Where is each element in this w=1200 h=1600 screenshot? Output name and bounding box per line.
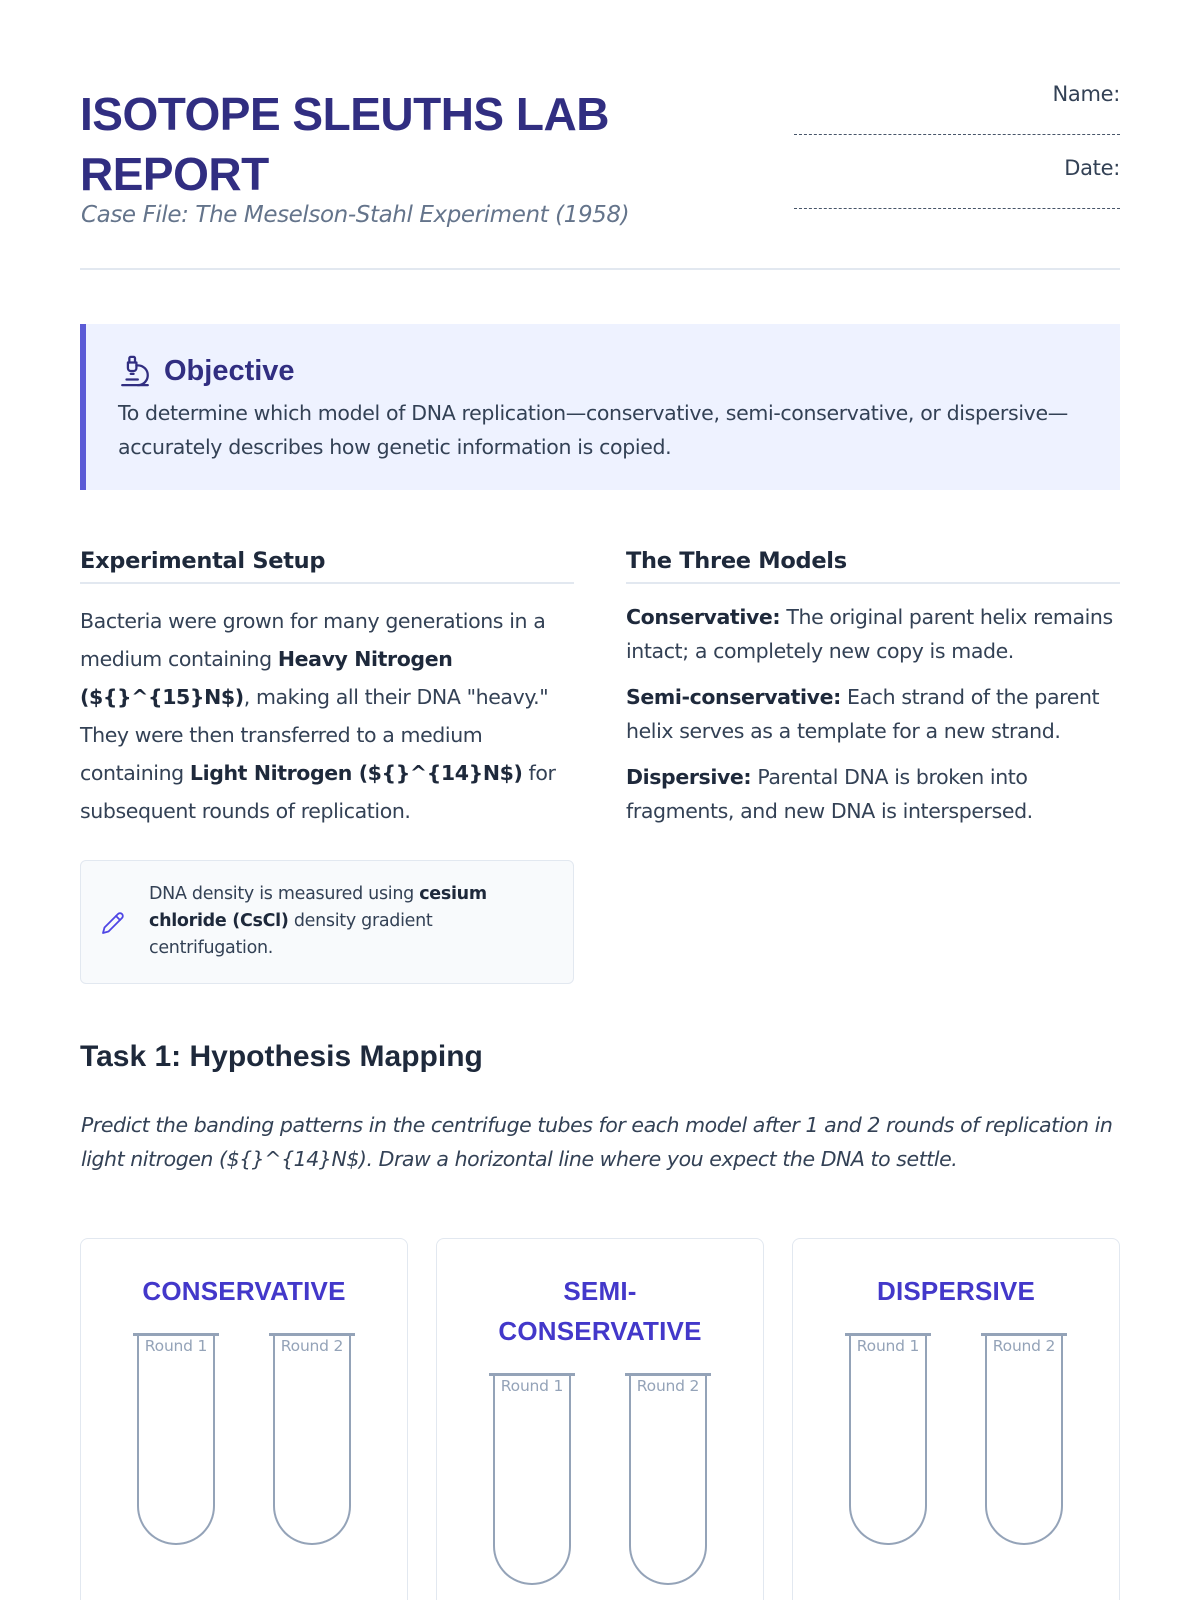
model-name: Semi-conservative: [626,685,841,709]
case-file-subtitle: Case File: The Meselson-Stahl Experiment (1958) [81,202,630,228]
objective-title: Objective [164,354,295,387]
light-nitrogen-term: Light Nitrogen (${}^{14}N$) [189,761,523,785]
note-text-1: DNA density is measured using [149,884,420,904]
model-description: Each strand of the parent helix serves as a template for a new strand. [626,685,1100,743]
lab-report-page [80,0,1120,1600]
date-label: Date: [1064,156,1120,180]
centrifuge-tube-round-2[interactable] [629,1373,707,1585]
name-label: Name: [1052,82,1120,106]
model-semi-conservative [626,680,1120,748]
model-name: Dispersive: [626,765,752,789]
centrifuge-tube-round-2[interactable] [273,1333,351,1545]
hypothesis-cards [80,1238,1120,1600]
heavy-nitrogen-term: Heavy Nitrogen (${}^{15}N$) [80,647,453,709]
setup-text-3: for subsequent rounds of replication. [80,761,556,823]
card-semi-conservative [436,1238,764,1600]
page-title: ISOTOPE SLEUTHS LAB REPORT [80,88,609,200]
model-conservative [626,600,1120,668]
tube-label: Round 2 [992,1337,1056,1355]
experimental-setup-section [80,548,574,830]
note-text [149,881,559,962]
name-blank-line[interactable] [794,134,1120,135]
centrifuge-tube-round-1[interactable] [849,1333,927,1545]
model-dispersive [626,760,1120,828]
task-title: Task 1: Hypothesis Mapping [80,1040,483,1073]
centrifuge-tube-round-1[interactable] [493,1373,571,1585]
models-heading: The Three Models [626,548,1120,584]
three-models-section [626,548,1120,828]
card-title: DISPERSIVE [876,1276,1036,1306]
date-blank-line[interactable] [794,208,1120,209]
objective-heading [118,354,295,388]
objective-box [80,324,1120,490]
model-description: The original parent helix remains intact; a completely new copy is made. [626,605,1113,663]
tube-label: Round 1 [500,1377,564,1395]
setup-paragraph [80,602,574,830]
model-description: Parental DNA is broken into fragments, and new DNA is interspersed. [626,765,1033,823]
report-header [80,80,1120,270]
tube-label: Round 1 [144,1337,208,1355]
pencil-icon [101,911,125,935]
card-title: CONSERVATIVE [142,1276,346,1306]
setup-heading: Experimental Setup [80,548,574,584]
microscope-icon [118,354,152,388]
tube-label: Round 1 [856,1337,920,1355]
card-title: SEMI-CONSERVATIVE [498,1276,702,1346]
tube-label: Round 2 [280,1337,344,1355]
cscl-term: cesium chloride (CsCl) [149,884,487,931]
setup-text-1: Bacteria were grown for many generations in a medium containing [80,609,546,671]
task-description: Predict the banding patterns in the centrifuge tubes for each model after 1 and 2 rounds of replication in light nitrogen (${}^{14}N$). Draw a horizontal line where you expect the DNA to settle. [81,1113,1113,1171]
model-name: Conservative: [626,605,781,629]
setup-text-2: , making all their DNA "heavy." They were then transferred to a medium containing [80,685,549,785]
centrifuge-tube-round-1[interactable] [137,1333,215,1545]
centrifuge-tube-round-2[interactable] [985,1333,1063,1545]
objective-text: To determine which model of DNA replication—conservative, semi-conservative, or dispersive—accurately describes how genetic information is copied. [118,401,1068,459]
note-text-2: density gradient centrifugation. [149,911,433,958]
card-conservative [80,1238,408,1600]
card-dispersive [792,1238,1120,1600]
centrifugation-note [80,860,574,984]
tube-label: Round 2 [636,1377,700,1395]
